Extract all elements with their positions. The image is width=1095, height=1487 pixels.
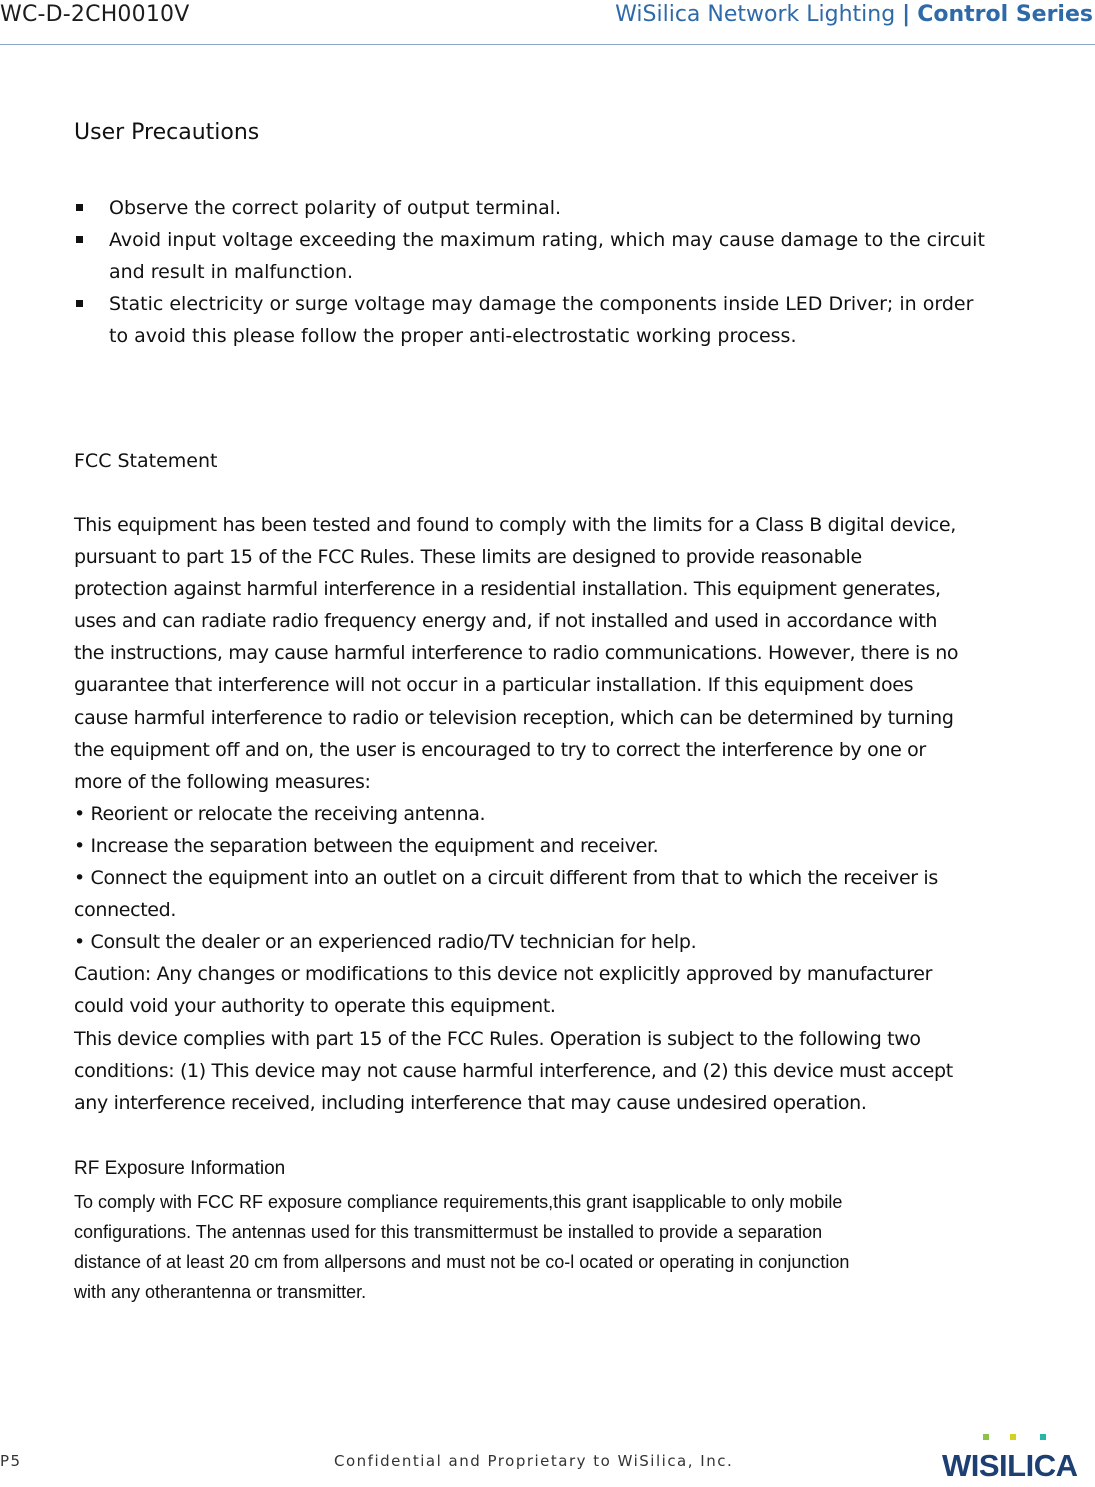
- fcc-line: • Consult the dealer or an experienced radio/TV technician for help.: [74, 931, 697, 954]
- logo-wordmark: WISILICA: [942, 1448, 1078, 1482]
- rf-line: To comply with FCC RF exposure compliance requirements,this grant isapplicable to only mobile: [74, 1192, 843, 1212]
- precaution-item: [74, 224, 1094, 288]
- precaution-item: [74, 192, 1094, 224]
- series-name: Control Series: [917, 2, 1093, 27]
- precautions-title: User Precautions: [74, 120, 260, 145]
- bullet-square-icon: [76, 204, 83, 211]
- rf-exposure-title: RF Exposure Information: [74, 1158, 286, 1179]
- header-brand: [615, 2, 1093, 27]
- fcc-line: more of the following measures:: [74, 770, 371, 793]
- rf-line: distance of at least 20 cm from allpersons and must not be co-l ocated or operating in conjunction: [74, 1252, 850, 1272]
- fcc-line: could void your authority to operate this equipment.: [74, 995, 556, 1018]
- logo-accent-teal-square: [1040, 1434, 1046, 1440]
- fcc-line: the instructions, may cause harmful interference to radio communications. However, there is no: [74, 642, 959, 665]
- fcc-line: connected.: [74, 899, 177, 922]
- header-separator: |: [902, 2, 911, 27]
- precaution-line: Avoid input voltage exceeding the maximum rating, which may cause damage to the circuit: [109, 229, 985, 251]
- fcc-line: the equipment off and on, the user is encouraged to try to correct the interference by one or: [74, 738, 926, 761]
- confidential-notice: Confidential and Proprietary to WiSilica, Inc.: [334, 1452, 734, 1470]
- precaution-line: Observe the correct polarity of output terminal.: [109, 197, 562, 219]
- fcc-line: conditions: (1) This device may not cause harmful interference, and (2) this device must accept: [74, 1059, 953, 1082]
- fcc-line: • Connect the equipment into an outlet on a circuit different from that to which the receiver is: [74, 867, 938, 890]
- precaution-line: Static electricity or surge voltage may damage the components inside LED Driver; in order: [109, 293, 974, 315]
- precautions-list: [74, 192, 1094, 352]
- rf-exposure-body: [74, 1187, 1094, 1307]
- page-header: [0, 0, 1095, 45]
- fcc-line: guarantee that interference will not occur in a particular installation. If this equipment does: [74, 674, 914, 697]
- fcc-line: pursuant to part 15 of the FCC Rules. These limits are designed to provide reasonable: [74, 546, 862, 569]
- precaution-line: and result in malfunction.: [109, 261, 354, 283]
- fcc-line: protection against harmful interference in a residential installation. This equipment generates,: [74, 578, 941, 601]
- bullet-square-icon: [76, 236, 83, 243]
- precaution-item: [74, 288, 1094, 352]
- wisilica-logo: [940, 1432, 1090, 1482]
- fcc-line: This device complies with part 15 of the FCC Rules. Operation is subject to the following two: [74, 1027, 921, 1050]
- logo-accent-yellow-square: [1010, 1434, 1016, 1440]
- logo-accent-green-square: [983, 1434, 989, 1440]
- fcc-title: FCC Statement: [74, 450, 218, 472]
- fcc-line: • Increase the separation between the equipment and receiver.: [74, 834, 659, 857]
- rf-line: with any otherantenna or transmitter.: [74, 1282, 367, 1302]
- fcc-line: • Reorient or relocate the receiving antenna.: [74, 802, 486, 825]
- fcc-line: This equipment has been tested and found to comply with the limits for a Class B digital device,: [74, 514, 956, 536]
- precaution-line: to avoid this please follow the proper anti-electrostatic working process.: [109, 325, 797, 347]
- document-code: WC-D-2CH0010V: [0, 2, 190, 27]
- brand-line: WiSilica Network Lighting: [615, 2, 896, 27]
- fcc-line: uses and can radiate radio frequency energy and, if not installed and used in accordance with: [74, 610, 938, 633]
- rf-line: configurations. The antennas used for this transmittermust be installed to provide a separation: [74, 1222, 823, 1242]
- fcc-line: cause harmful interference to radio or television reception, which can be determined by turning: [74, 706, 954, 729]
- page-number: P5: [0, 1452, 22, 1470]
- fcc-line: any interference received, including interference that may cause undesired operation.: [74, 1091, 867, 1114]
- bullet-square-icon: [76, 300, 83, 307]
- fcc-line: Caution: Any changes or modifications to this device not explicitly approved by manufacturer: [74, 963, 933, 986]
- fcc-statement-body: [74, 509, 1095, 1119]
